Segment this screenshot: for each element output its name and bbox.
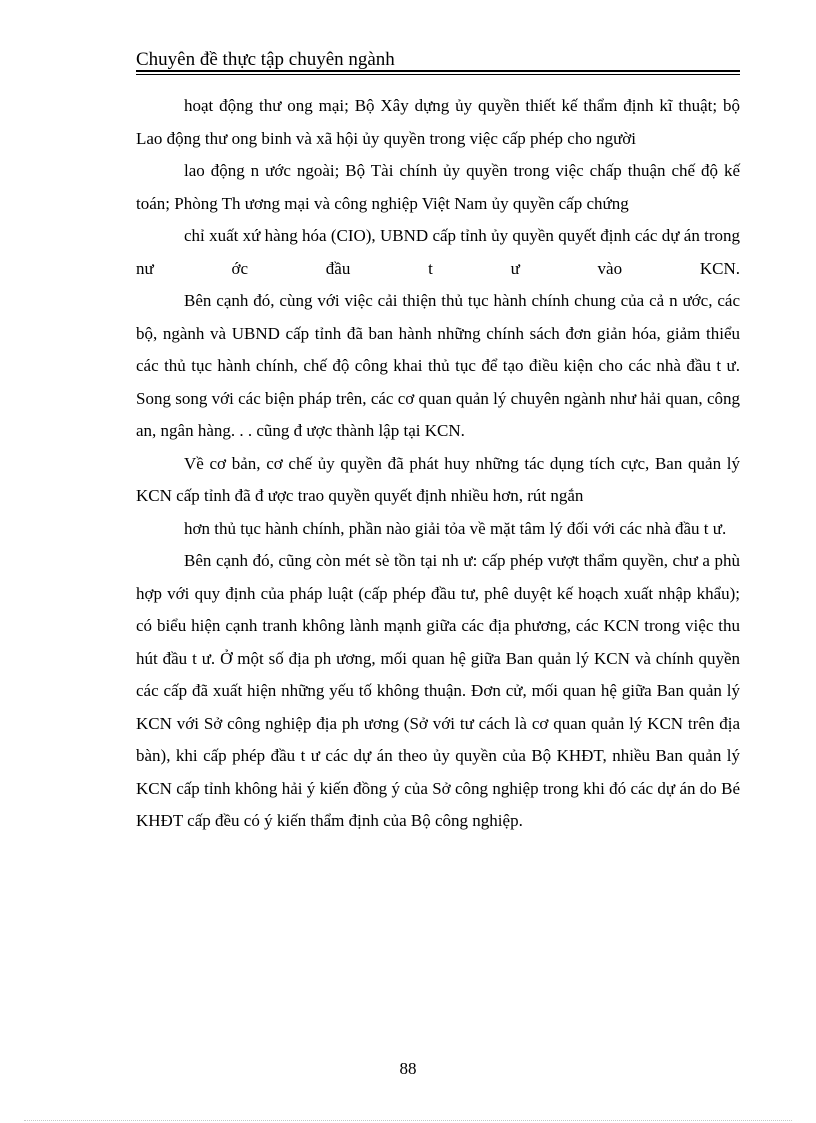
header-divider-thick — [136, 70, 740, 72]
paragraph: hoạt động thư ong mại; Bộ Xây dựng ủy quyền thiết kế thẩm định kĩ thuật; bộ Lao động thư ong binh và xã hội ủy quyền trong việc cấp phép cho người — [136, 96, 740, 148]
paragraph: hơn thủ tục hành chính, phần nào giải tỏa về mặt tâm lý đối với các nhà đầu t ư. — [184, 518, 727, 538]
page-number: 88 — [399, 1059, 417, 1078]
page-bottom-border — [24, 1120, 792, 1121]
paragraph: Về cơ bản, cơ chế ủy quyền đã phát huy những tác dụng tích cực, Ban quản lý KCN cấp tỉnh đã đ ược trao quyền quyết định nhiều hơn, rút ngắn — [136, 453, 740, 505]
paragraph: lao động n ước ngoài; Bộ Tài chính ủy quyền trong việc chấp thuận chế độ kế toán; Phòng Th ương mại và công nghiệp Việt Nam ủy quyền cấp chứng — [136, 161, 740, 213]
paragraph: chỉ xuất xứ hàng hóa (CIO), UBND cấp tỉnh ủy quyền quyết định các dự án trong nư ớc đầu t ư vào KCN. — [136, 226, 740, 278]
paragraph: Bên cạnh đó, cũng còn mét sè tồn tại nh ư: cấp phép vượt thẩm quyền, chư a phù hợp với quy định của pháp luật (cấp phép đầu tư, phê duyệt kế hoạch xuất nhập khẩu); có biểu hiện cạnh tranh không lành mạnh giữa các địa phương, các KCN trong việc thu hút đầu t ư. Ở một số địa ph ương, mối quan hệ giữa Ban quản lý KCN và chính quyền các cấp đã xuất hiện những yếu tố không thuận. Đơn cử, mối quan hệ giữa Ban quản lý KCN với Sở công nghiệp địa ph ương (Sở với tư cách là cơ quan quản lý KCN trên địa bàn), khi cấp phép đầu t ư các dự án theo ủy quyền của Bộ KHĐT, nhiều Ban quản lý KCN cấp tỉnh không hải ý kiến đồng ý của Sở công nghiệp trong khi đó các dự án do Bé KHĐT cấp đều có ý kiến thẩm định của Bộ công nghiệp. — [136, 551, 740, 830]
paragraph: Bên cạnh đó, cùng với việc cải thiện thủ tục hành chính chung của cả n ước, các bộ, ngành và UBND cấp tỉnh đã ban hành những chính sách đơn giản hóa, giảm thiểu các thủ tục hành chính, chế độ công khai thủ tục để tạo điều kiện cho các nhà đầu t ư. Song song với các biện pháp trên, các cơ quan quản lý chuyên ngành như hải quan, công an, ngân hàng. . . cũng đ ược thành lập tại KCN. — [136, 291, 740, 440]
body-text — [136, 90, 740, 838]
header-divider-thin — [136, 74, 740, 75]
page-header-title: Chuyên đề thực tập chuyên ngành — [136, 49, 395, 70]
